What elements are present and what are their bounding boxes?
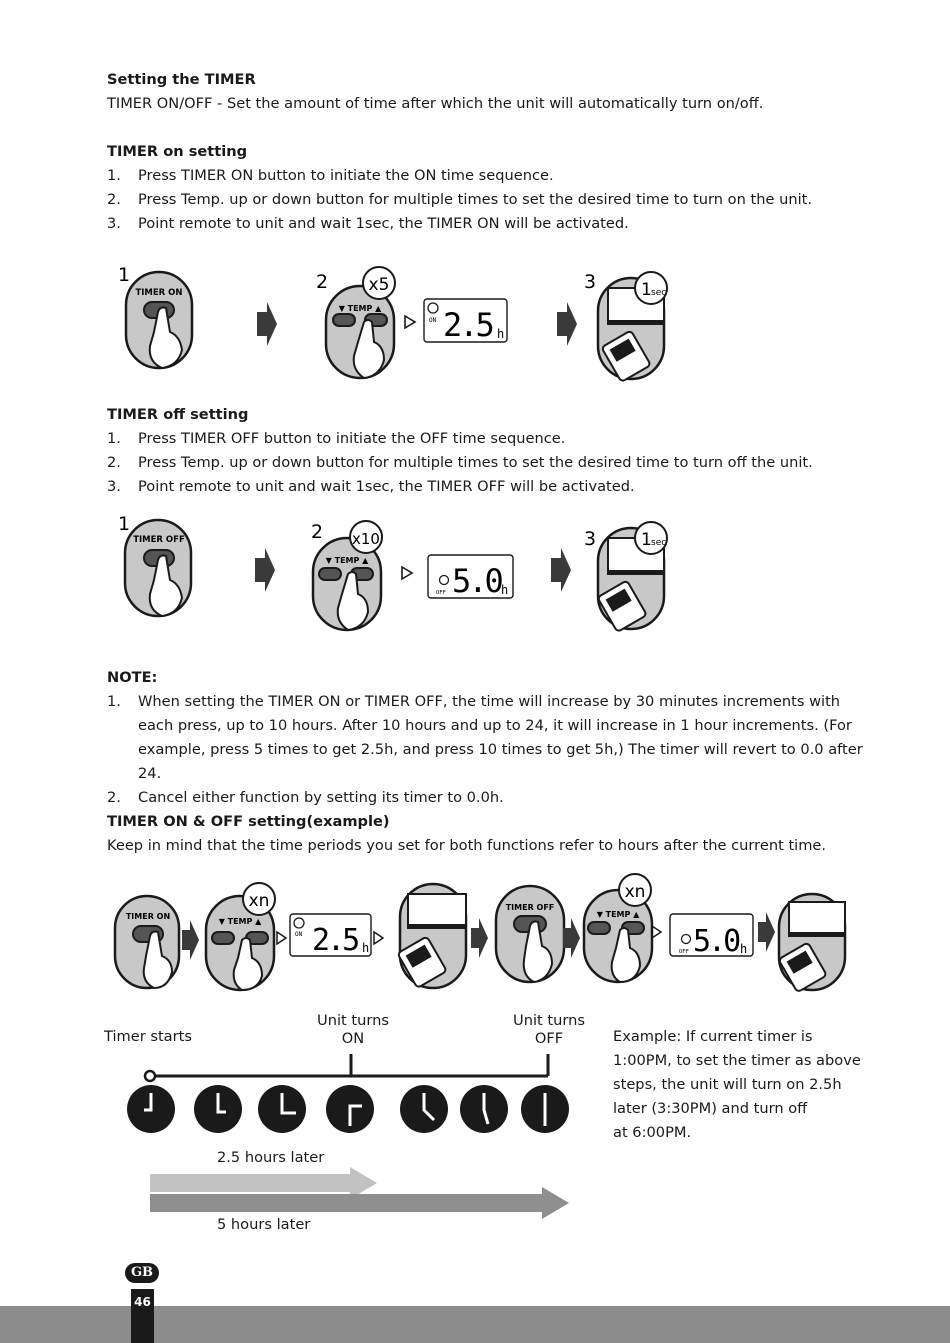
list-item: 1. Press TIMER OFF button to initiate the OFF time sequence. [107,430,566,447]
remote-to-unit-illustration [598,272,667,382]
svg-text:TIMER OFF: TIMER OFF [133,535,185,545]
svg-text:▼ TEMP ▲: ▼ TEMP ▲ [596,910,640,919]
page-number: 46 [131,1289,154,1343]
svg-text:sec: sec [651,288,667,298]
svg-text:1: 1 [641,530,652,550]
arrow-right-icon [257,302,277,346]
timer-on-steps [107,164,812,236]
clock-icon [460,1085,508,1133]
list-item: 2. Press Temp. up or down button for multiple times to set the desired time to turn on the unit. [107,191,812,208]
remote-to-unit-illustration [397,884,466,988]
example-text: Keep in mind that the time periods you set for both functions refer to hours after the current time. [107,837,827,854]
clock-icon [258,1085,306,1133]
svg-text:sec: sec [651,538,667,548]
arrow-right-icon [563,918,580,958]
lcd-display [428,555,513,600]
svg-text:5.0: 5.0 [693,924,739,959]
clock-icon [400,1085,448,1133]
example-explanation: Example: If current timer is 1:00PM, to set the timer as above steps, the unit will turn on 2.5h later (3:30PM) and turn off at 6:00PM. [613,1028,861,1141]
arrow-right-icon [551,548,571,592]
remote-timer-on-button-illustration [126,272,192,368]
example-sequence-figure [100,872,860,997]
list-item: 2. Cancel either function by setting its timer to 0.0h. [107,789,504,806]
list-item: 1. When setting the TIMER ON or TIMER OFF, the time will increase by 30 minutes increments with each press, up to 10 hours. After 10 hours and up to 24, it will increase in 1 hour increments. (For example, press 5 times to get 2.5h, and press 10 times to get 5h,) The timer will revert to 0.0 after 24. [107,693,863,782]
remote-temp-buttons-illustration [584,874,652,982]
arrow-long-label: 5 hours later [217,1216,311,1233]
clock-icon [326,1085,374,1133]
svg-text:▼ TEMP ▲: ▼ TEMP ▲ [218,917,262,926]
svg-text:OFF: OFF [436,590,446,596]
timer-on-heading: TIMER on setting [107,143,248,160]
pointer-arrow-icon [277,932,286,944]
step-number: 2 [316,271,329,293]
step-number: 3 [584,271,597,293]
list-item: 3. Point remote to unit and wait 1sec, the TIMER OFF will be activated. [107,478,635,495]
timeline-off-label: Unit turns OFF [513,1012,585,1047]
list-item: 2. Press Temp. up or down button for multiple times to set the desired time to turn off the unit. [107,454,813,471]
example-heading: TIMER ON & OFF setting(example) [107,813,390,830]
step-number: 1 [118,513,131,535]
remote-timer-on-button-illustration [115,896,179,988]
pointer-arrow-icon [405,316,415,328]
step-number: 3 [584,528,597,550]
arrow-short-label: 2.5 hours later [217,1149,325,1166]
svg-text:TIMER OFF: TIMER OFF [505,903,555,912]
pointer-arrow-icon [652,926,661,938]
lcd-display [670,914,753,959]
pointer-arrow-icon [402,567,412,579]
remote-temp-buttons-illustration [206,883,275,990]
remote-timer-off-button-illustration [496,886,564,982]
svg-text:h: h [362,941,370,955]
press-count: x5 [368,275,390,295]
timeline-start-label: Timer starts [104,1028,192,1045]
step-number: 2 [311,521,324,543]
press-count: xn [624,882,646,902]
svg-text:▼ TEMP ▲: ▼ TEMP ▲ [338,304,382,313]
list-item: 3. Point remote to unit and wait 1sec, the TIMER ON will be activated. [107,215,629,232]
arrow-right-icon [758,912,775,952]
svg-text:TIMER ON: TIMER ON [125,912,171,921]
arrow-right-icon [182,920,199,960]
svg-text:ON: ON [295,931,303,938]
note-heading: NOTE: [107,669,158,686]
svg-text:h: h [497,327,505,341]
pointer-arrow-icon [374,932,383,944]
svg-text:5.0: 5.0 [452,562,501,600]
svg-text:h: h [740,942,748,956]
clock-icon [194,1085,242,1133]
intro-text: TIMER ON/OFF - Set the amount of time after which the unit will automatically turn on/off. [107,95,764,112]
section-title: Setting the TIMER [107,71,256,88]
lcd-display [290,914,371,958]
list-item: 1. Press TIMER ON button to initiate the ON time sequence. [107,167,554,184]
timer-off-figure [100,508,720,638]
remote-to-unit-illustration [597,522,667,632]
arrow-right-icon [471,918,488,958]
timer-off-heading: TIMER off setting [107,406,249,423]
press-count: xn [248,891,270,911]
timeline-on-label: Unit turns ON [317,1012,389,1047]
svg-text:OFF: OFF [679,949,689,955]
remote-timer-off-button-illustration [125,520,191,616]
clock-icon [521,1085,569,1133]
arrow-right-icon [557,302,577,346]
clock-icon [127,1085,175,1133]
note-list [107,690,867,810]
arrow-right-icon [255,548,275,592]
language-badge: GB [125,1263,159,1283]
timeline-figure [100,1050,600,1220]
svg-text:▼ TEMP ▲: ▼ TEMP ▲ [325,556,369,565]
svg-text:2.5: 2.5 [443,306,492,344]
remote-temp-buttons-illustration [326,267,395,378]
press-count: x10 [352,530,380,548]
svg-text:TIMER ON: TIMER ON [135,288,183,298]
timer-on-figure [100,250,720,390]
timer-off-steps [107,427,813,499]
svg-text:1: 1 [641,280,652,300]
step-number: 1 [118,264,131,286]
svg-text:h: h [501,583,509,597]
svg-text:2.5: 2.5 [312,923,358,958]
remote-to-unit-illustration [778,894,845,992]
remote-temp-buttons-illustration [313,521,382,630]
svg-text:ON: ON [429,317,437,324]
lcd-display [424,299,507,344]
